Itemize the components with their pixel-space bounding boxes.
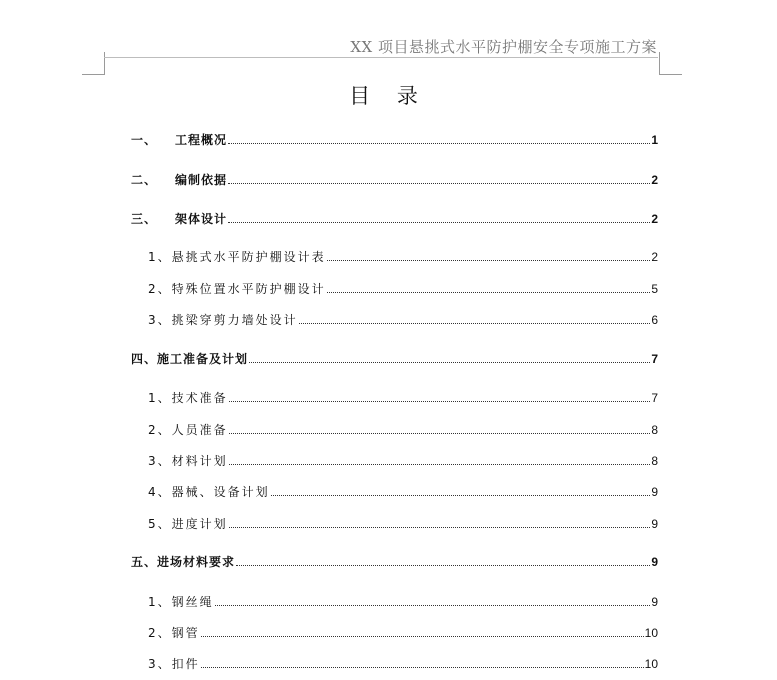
running-header-title: XX 项目悬挑式水平防护棚安全专项施工方案 [350, 38, 657, 56]
toc-entry-page: 2 [651, 212, 658, 226]
toc-entry-page: 1 [651, 133, 658, 147]
dot-leader [327, 291, 651, 293]
dot-leader [229, 432, 651, 434]
toc-entry-number: 2、 [148, 423, 172, 437]
dot-leader [215, 604, 651, 606]
dot-leader [229, 463, 651, 465]
toc-entry-section-1[interactable] [131, 131, 658, 147]
toc-entry-label: 技术准备 [171, 391, 228, 405]
toc-entry-page: 10 [644, 657, 658, 671]
dot-leader [271, 494, 651, 496]
toc-entry-section-2[interactable] [131, 171, 658, 187]
header-rule [104, 57, 658, 58]
toc-entry-label: 施工准备及计划 [157, 352, 249, 366]
toc-entry-number: 3、 [148, 454, 172, 468]
toc-entry-5-3[interactable] [148, 655, 658, 671]
toc-entry-label: 器械、设备计划 [171, 485, 270, 499]
dot-leader [228, 182, 650, 184]
toc-entry-3-3[interactable] [148, 311, 658, 327]
toc-entry-3-1[interactable] [148, 248, 658, 264]
toc-entry-4-1[interactable] [148, 389, 658, 405]
toc-title: 目 录 [349, 84, 428, 108]
toc-entry-number: 1、 [148, 595, 172, 609]
toc-entry-page: 2 [651, 173, 658, 187]
toc-entry-number: 2、 [148, 282, 172, 296]
toc-entry-4-4[interactable] [148, 483, 658, 499]
dot-leader [229, 400, 651, 402]
toc-entry-label: 工程概况 [175, 133, 228, 147]
toc-entry-page: 9 [651, 595, 658, 609]
toc-entry-number: 三、 [131, 212, 158, 226]
toc-entry-section-5[interactable] [131, 553, 658, 569]
dot-leader [228, 142, 650, 144]
toc-entry-number: 3、 [148, 657, 172, 671]
toc-entry-label: 扣件 [171, 657, 200, 671]
toc-entry-number: 一、 [131, 133, 158, 147]
toc-entry-label: 钢管 [171, 626, 200, 640]
dot-leader [229, 526, 651, 528]
toc-entry-page: 7 [651, 391, 658, 405]
dot-leader [228, 221, 650, 223]
toc-entry-label: 钢丝绳 [171, 595, 214, 609]
crop-mark-right [659, 52, 682, 75]
dot-leader [201, 666, 644, 668]
toc-entry-number: 五、 [131, 555, 158, 569]
toc-entry-number: 3、 [148, 313, 172, 327]
toc-entry-label: 挑梁穿剪力墙处设计 [171, 313, 298, 327]
toc-entry-label: 悬挑式水平防护棚设计表 [171, 250, 326, 264]
toc-entry-page: 8 [651, 423, 658, 437]
toc-entry-number: 1、 [148, 250, 172, 264]
dot-leader [236, 564, 650, 566]
toc-entry-number: 二、 [131, 173, 158, 187]
toc-entry-5-1[interactable] [148, 593, 658, 609]
dot-leader [201, 635, 644, 637]
toc-entry-4-3[interactable] [148, 452, 658, 468]
toc-entry-page: 9 [651, 485, 658, 499]
toc-entry-number: 4、 [148, 485, 172, 499]
toc-entry-section-4[interactable] [131, 350, 658, 366]
dot-leader [327, 259, 651, 261]
dot-leader [249, 361, 650, 363]
toc-entry-number: 5、 [148, 517, 172, 531]
toc-entry-label: 架体设计 [175, 212, 228, 226]
toc-entry-page: 10 [644, 626, 658, 640]
toc-entry-label: 进场材料要求 [157, 555, 236, 569]
toc-entry-page: 9 [651, 517, 658, 531]
toc-entry-number: 2、 [148, 626, 172, 640]
dot-leader [299, 322, 651, 324]
toc-entry-label: 进度计划 [171, 517, 228, 531]
toc-entry-label: 特殊位置水平防护棚设计 [171, 282, 326, 296]
toc-entry-section-3[interactable] [131, 210, 658, 226]
toc-entry-number: 四、 [131, 352, 158, 366]
toc-entry-page: 2 [651, 250, 658, 264]
toc-entry-page: 7 [651, 352, 658, 366]
toc-entry-page: 6 [651, 313, 658, 327]
toc-entry-4-2[interactable] [148, 421, 658, 437]
toc-entry-number: 1、 [148, 391, 172, 405]
toc-entry-page: 8 [651, 454, 658, 468]
crop-mark-left [82, 52, 105, 75]
toc-entry-3-2[interactable] [148, 280, 658, 296]
toc-entry-label: 人员准备 [171, 423, 228, 437]
toc-entry-label: 材料计划 [171, 454, 228, 468]
toc-entry-label: 编制依据 [175, 173, 228, 187]
toc-entry-page: 9 [651, 555, 658, 569]
toc-entry-page: 5 [651, 282, 658, 296]
toc-entry-5-2[interactable] [148, 624, 658, 640]
toc-entry-4-5[interactable] [148, 515, 658, 531]
